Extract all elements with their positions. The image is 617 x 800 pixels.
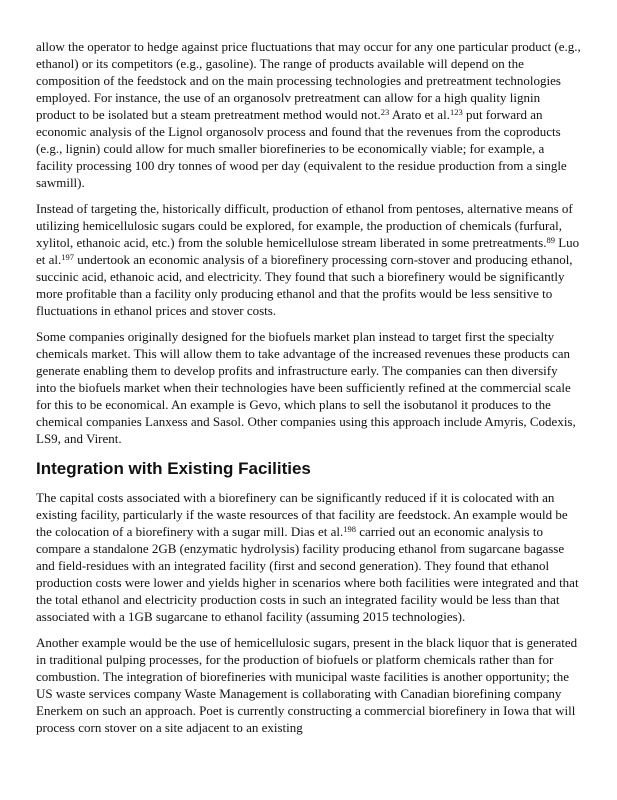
citation-ref: 89: [546, 235, 555, 245]
paragraph-text: Instead of targeting the, historically difficult, production of ethanol from pentoses, alternative means of utilizing hemicellulosic sugars could be explored, for example, the production of chemicals (furfural, xylitol, ethanoic acid, etc.) from the soluble hemicellulose stream liberated in some pretreatments.: [36, 201, 573, 250]
paragraph-coproducts: [36, 38, 581, 191]
paragraph-text: The capital costs associated with a biorefinery can be significantly reduced if it is colocated with an existing facility, particularly if the waste resources of that facility are feedstock. An example would be the colocation of a biorefinery with a sugar mill. Dias et al.: [36, 490, 568, 539]
paragraph-text: Luo et al.: [36, 235, 580, 267]
document-page: [36, 38, 581, 745]
paragraph-text: Arato et al.: [389, 107, 450, 122]
paragraph-hemicellulose: [36, 200, 581, 319]
paragraph-text: carried out an economic analysis to compare a standalone 2GB (enzymatic hydrolysis) facility producing ethanol from sugarcane bagasse and field-residues with an integrated facility (first and second generation). They found that ethanol production costs were lower and yields higher in scenarios where both facilities were integrated and that the total ethanol and electricity production costs in such an integrated facility would be less than that associated with a 1GB sugarcane to ethanol facility (assuming 2015 technologies).: [36, 524, 579, 624]
paragraph-text: put forward an economic analysis of the Lignol organosolv process and found that the revenues from the coproducts (e.g., lignin) could allow for much smaller biorefineries to be economically viable; for example, a facility processing 100 dry tonnes of wood per day (equivalent to the residue production from a single sawmill).: [36, 107, 567, 190]
citation-ref: 198: [343, 524, 356, 534]
section-heading: Integration with Existing Facilities: [36, 459, 311, 478]
citation-ref: 23: [380, 107, 390, 117]
paragraph-text: undertook an economic analysis of a biorefinery processing corn-stover and producing ethanol, succinic acid, ethanoic acid, and electricity. They found that such a biorefinery would be significantly more profitable than a facility only producing ethanol and that the profits would be less sensitive to fluctuations in ethanol prices and stover costs.: [36, 252, 573, 318]
paragraph-specialty-chemicals: Some companies originally designed for the biofuels market plan instead to target first the specialty chemicals market. This will allow them to take advantage of the increased revenues these products can generate enabling them to develop profits and infrastructure early. The companies can then diversify into the biofuels market when their technologies have been sufficiently refined at the commercial scale for this to be economical. An example is Gevo, which plans to sell the isobutanol it produces to the chemical companies Lanxess and Sasol. Other companies using this approach include Amyris, Codexis, LS9, and Virent.: [36, 329, 576, 446]
paragraph-integration-examples: Another example would be the use of hemicellulosic sugars, present in the black liquor that is generated in traditional pulping processes, for the production of biofuels or platform chemicals rather than for combustion. The integration of biorefineries with municipal waste facilities is another opportunity; the US waste services company Waste Management is collaborating with Canadian biorefining company Enerkem on such an approach. Poet is currently constructing a commercial biorefinery in Iowa that will process corn stover on a site adjacent to an existing: [36, 635, 578, 735]
citation-ref: 123: [449, 107, 463, 117]
paragraph-colocation: [36, 489, 581, 625]
citation-ref: 197: [61, 252, 75, 262]
paragraph-text: allow the operator to hedge against price fluctuations that may occur for any one particular product (e.g., ethanol) or its competitors (e.g., gasoline). The range of products available will depend on the composition of the feedstock and on the main processing technologies and pretreatment technologies employed. For instance, the use of an organosolv pretreatment can allow for a high quality lignin product to be isolated but a steam pretreatment method would not.: [36, 39, 581, 122]
